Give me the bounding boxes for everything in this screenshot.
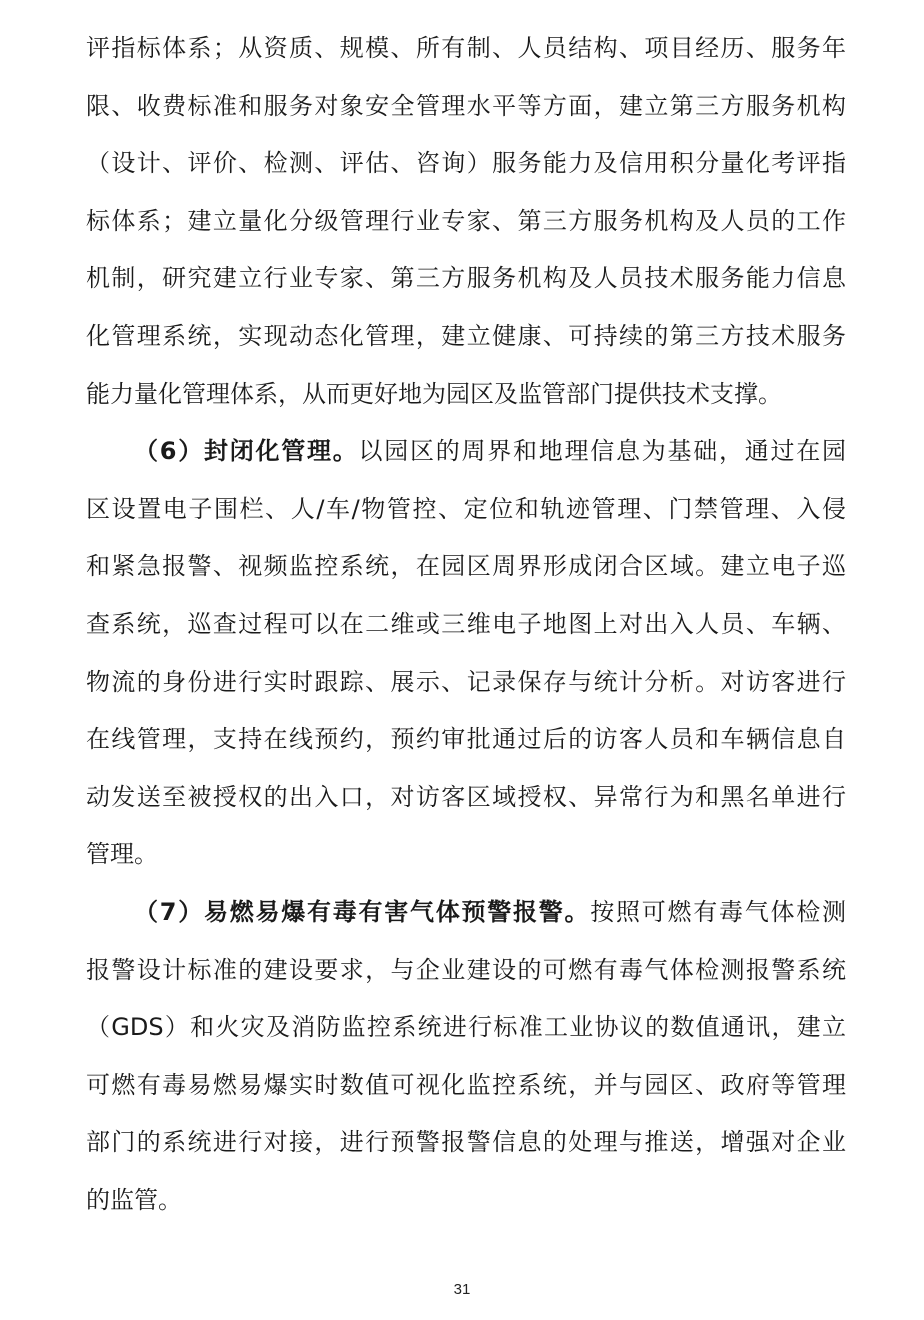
section-heading: （6）封闭化管理。 — [134, 437, 359, 466]
text-line: 的监管。 — [86, 1185, 182, 1214]
text-line: 区设置电子围栏、人/车/物管控、定位和轨迹管理、门禁管理、入侵 — [86, 494, 846, 523]
text-line: 能力量化管理体系，从而更好地为园区及监管部门提供技术支撑。 — [86, 379, 782, 408]
text-line: 机制，研究建立行业专家、第三方服务机构及人员技术服务能力信息 — [86, 264, 846, 293]
text-line: 和紧急报警、视频监控系统，在园区周界形成闭合区域。建立电子巡 — [86, 552, 846, 581]
text-line: 化管理系统，实现动态化管理，建立健康、可持续的第三方技术服务 — [86, 321, 846, 350]
text-line: （设计、评价、检测、评估、咨询）服务能力及信用积分量化考评指 — [86, 149, 846, 178]
text-line: 查系统，巡查过程可以在二维或三维电子地图上对出入人员、车辆、 — [86, 609, 846, 638]
text-line: 报警设计标准的建设要求，与企业建设的可燃有毒气体检测报警系统 — [86, 955, 846, 984]
section-heading: （7）易燃易爆有毒有害气体预警报警。 — [134, 897, 591, 926]
text-run: 按照可燃有毒气体检测 — [590, 897, 846, 926]
text-line: （GDS）和火灾及消防监控系统进行标准工业协议的数值通讯，建立 — [86, 1013, 846, 1042]
text-line: 部门的系统进行对接，进行预警报警信息的处理与推送，增强对企业 — [86, 1128, 846, 1157]
body-text — [86, 20, 846, 1229]
text-line: 限、收费标准和服务对象安全管理水平等方面，建立第三方服务机构 — [86, 91, 846, 120]
paragraph-closed-management — [86, 423, 846, 884]
text-line: 标体系；建立量化分级管理行业专家、第三方服务机构及人员的工作 — [86, 206, 846, 235]
paragraph-gas-alarm — [86, 884, 846, 1230]
paragraph-continuation — [86, 20, 846, 423]
text-line: 评指标体系；从资质、规模、所有制、人员结构、项目经历、服务年 — [86, 34, 846, 62]
text-line — [86, 884, 846, 942]
text-line: 管理。 — [86, 840, 158, 869]
text-line — [86, 423, 846, 481]
text-line: 动发送至被授权的出入口，对访客区域授权、异常行为和黑名单进行 — [86, 782, 846, 811]
text-line: 在线管理，支持在线预约，预约审批通过后的访客人员和车辆信息自 — [86, 725, 846, 754]
text-line: 物流的身份进行实时跟踪、展示、记录保存与统计分析。对访客进行 — [86, 667, 846, 696]
text-line: 可燃有毒易燃易爆实时数值可视化监控系统，并与园区、政府等管理 — [86, 1070, 846, 1099]
text-run: 以园区的周界和地理信息为基础，通过在园 — [358, 437, 846, 466]
page-number: 31 — [453, 1281, 471, 1298]
